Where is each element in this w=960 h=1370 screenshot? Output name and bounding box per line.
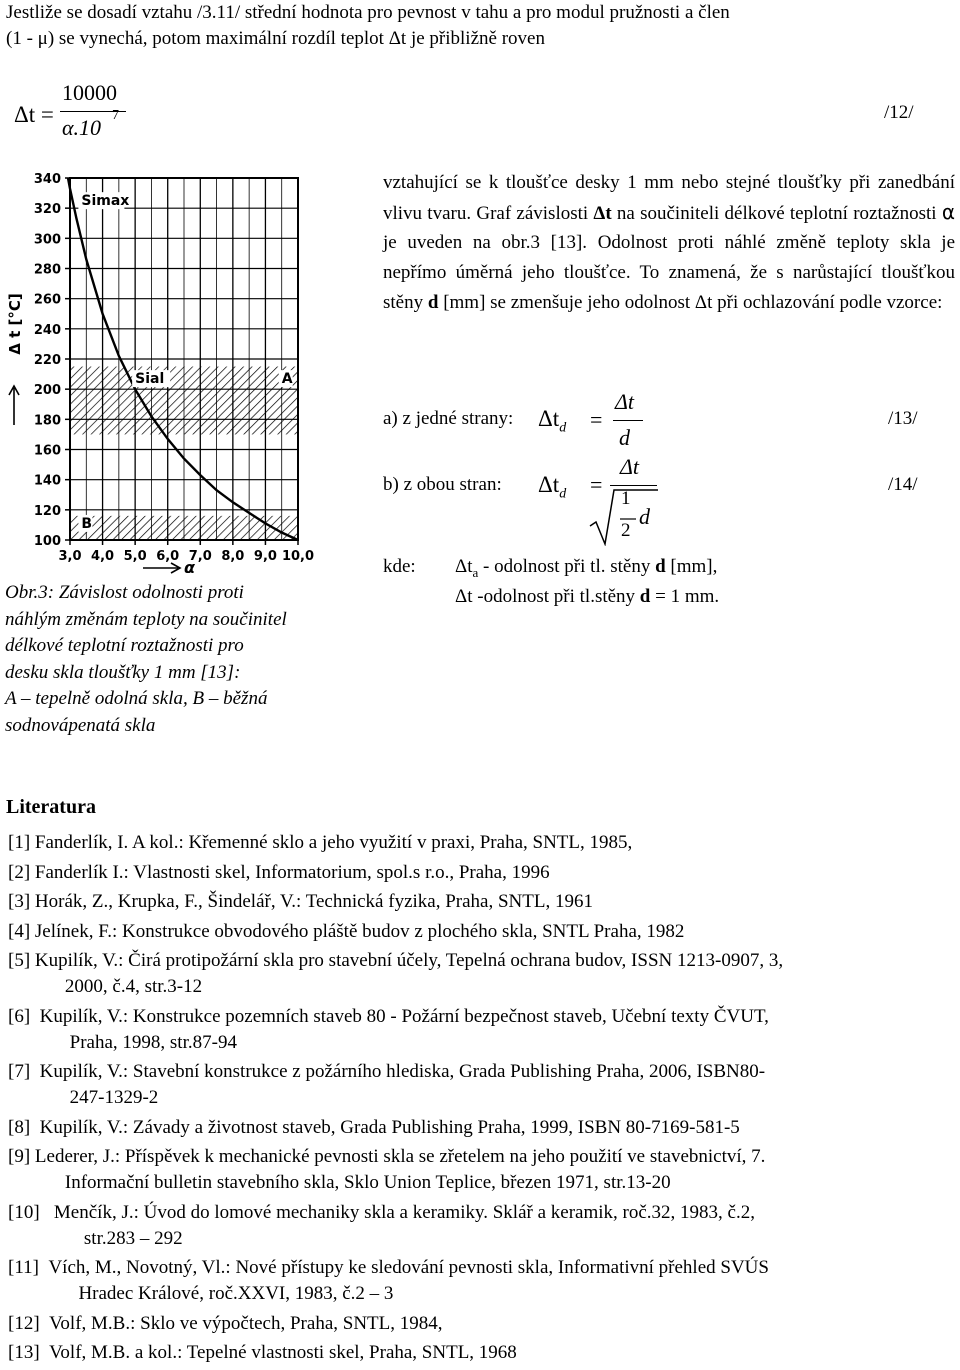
reference-item <box>8 1144 956 1196</box>
where-line-1-a: Δt <box>455 556 473 577</box>
reference-text <box>35 830 956 856</box>
y-tick-label: 340 <box>33 172 61 187</box>
reference-number: [1] <box>8 832 35 853</box>
intro-line: (1 - μ) se vynechá, potom maximální rozdíl teplot Δt je přibližně roven <box>6 28 545 49</box>
y-tick-label: 300 <box>33 232 61 248</box>
eq14-lhs-sub: d <box>559 486 567 502</box>
reference-number: [13] <box>8 1342 50 1363</box>
x-tick-label: 9,0 <box>253 549 277 564</box>
reference-item <box>8 1311 956 1337</box>
reference-line: Fanderlík I.: Vlastnosti skel, Informatorium, spol.s r.o., Praha, 1996 <box>34 861 550 883</box>
x-tick-label: 3,0 <box>58 549 82 564</box>
reference-text <box>35 1144 956 1196</box>
where-block <box>383 556 943 616</box>
annotation-label: A <box>281 371 293 388</box>
y-tick-label: 180 <box>33 413 61 429</box>
reference-item <box>8 1255 956 1307</box>
reference-line: Vích, M., Novotný, Vl.: Nové přístupy ke sledování pevnosti skla, Informativní přehled SVÚS <box>48 1257 769 1278</box>
reference-item <box>8 860 956 886</box>
annotation-label: Simax <box>81 193 130 210</box>
reference-line: Horák, Z., Krupka, F., Šindelář, V.: Technická fyzika, Praha, SNTL, 1961 <box>34 891 593 912</box>
reference-item <box>8 889 956 915</box>
eq14-root-var: d <box>639 504 650 529</box>
x-axis-label: α <box>184 558 195 577</box>
reference-line: Praha, 1998, str.87-94 <box>69 1031 237 1053</box>
reference-text <box>40 1115 956 1141</box>
equation-13 <box>383 385 943 455</box>
eq12-denominator-text: α.10 <box>62 115 102 140</box>
caption-line: sodnovápenatá skla <box>5 714 156 736</box>
x-tick-label: 8,0 <box>221 549 245 564</box>
reference-text <box>35 948 956 1000</box>
eq14-number: /14/ <box>888 474 918 495</box>
eq12-lhs: Δt = <box>14 102 54 127</box>
eq13-label: a) z jedné strany: <box>383 408 514 429</box>
caption-line: Obr.3: Závislost odolnosti proti <box>5 582 244 603</box>
body-alpha: α <box>941 199 955 224</box>
eq13-numerator: Δt <box>615 389 635 414</box>
reference-text <box>49 1311 956 1337</box>
reference-line: Kupilík, V.: Konstrukce pozemních staveb 80 - Požární bezpečnost staveb, Učební texty ČVUT, <box>39 1005 769 1027</box>
body-text-4: [mm] se zmenšuje jeho odolnost Δt při ochlazování podle vzorce: <box>438 291 943 313</box>
eq12-exponent: 7 <box>112 108 119 123</box>
reference-text <box>40 1004 956 1056</box>
reference-number: [7] <box>8 1061 40 1082</box>
reference-text <box>54 1200 956 1252</box>
y-tick-label: 240 <box>33 322 61 338</box>
eq14-root-numerator: 1 <box>621 488 631 509</box>
reference-line: str.283 – 292 <box>83 1227 183 1249</box>
reference-number: [10] <box>8 1201 54 1223</box>
where-line-1-c: [mm], <box>665 556 718 577</box>
reference-number: [4] <box>8 920 35 942</box>
where-line-2 <box>455 586 719 609</box>
where-line-1-b: - odolnost při tl. stěny <box>478 556 656 577</box>
reference-item <box>8 1200 956 1252</box>
eq12-number: /12/ <box>884 102 914 123</box>
eq14-lhs-delta: Δt <box>538 472 560 497</box>
caption-line: A – tepelně odolná skla, B – běžná <box>5 688 268 709</box>
eq13-denominator: d <box>619 425 630 450</box>
where-line-1 <box>455 556 717 580</box>
eq14-label: b) z obou stran: <box>383 474 502 495</box>
reference-line: Kupilík, V.: Čirá protipožární skla pro stavební účely, Tepelná ochrana budov, ISSN 1213-0907, 3, <box>34 950 784 971</box>
where-line-1-sub: a <box>472 564 479 580</box>
body-d: d <box>427 291 439 313</box>
reference-line: Informační bulletin stavebního skla, Sklo Union Teplice, březen 1971, str.13-20 <box>64 1172 671 1193</box>
reference-item <box>8 830 956 856</box>
eq13-lhs-delta: Δt <box>538 406 560 431</box>
y-tick-label: 220 <box>33 353 61 368</box>
body-paragraph <box>383 168 955 318</box>
equation-12 <box>0 78 960 150</box>
reference-item <box>8 948 956 1000</box>
reference-line: Fanderlík, I. A kol.: Křemenné sklo a jeho využití v praxi, Praha, SNTL, 1985, <box>34 832 633 853</box>
reference-text <box>35 860 956 886</box>
reference-item <box>8 1059 956 1111</box>
y-tick-label: 120 <box>33 503 61 519</box>
body-text-2: na součiniteli délkové teplotní roztažnosti <box>611 202 942 224</box>
body-text-3: je uveden na obr.3 [13]. Odolnost proti náhlé změně teploty skla je nepřímo úměrná jeho tloušťce. To znamená, že s narůstající tloušťkou stěny <box>383 232 955 313</box>
x-tick-label: 10,0 <box>281 549 315 564</box>
intro-paragraph <box>6 0 936 52</box>
where-line-2-a: Δt -odolnost při tl.stěny <box>455 586 640 607</box>
y-tick-label: 160 <box>33 443 61 459</box>
reference-line: Lederer, J.: Příspěvek k mechanické pevnosti skla se zřetelem na jeho použití ve stavebnictví, 7. <box>34 1146 766 1167</box>
reference-text <box>48 1255 956 1307</box>
caption-line: desku skla tloušťky 1 mm [13]: <box>5 661 241 683</box>
reference-line: Hradec Králové, roč.XXVI, 1983, č.2 – 3 <box>78 1283 394 1304</box>
x-tick-label: 6,0 <box>156 549 180 564</box>
intro-line: Jestliže se dosadí vztahu /3.11/ střední hodnota pro pevnost v tahu a pro modul pružnosti a člen <box>6 2 730 23</box>
reference-line: Volf, M.B.: Sklo ve výpočtech, Praha, SNTL, 1984, <box>49 1312 443 1334</box>
annotation-label: Sial <box>135 371 165 388</box>
reference-line: Jelínek, F.: Konstrukce obvodového pláště budov z plochého skla, SNTL Praha, 1982 <box>34 920 685 942</box>
reference-line: Kupilík, V.: Závady a životnost staveb, Grada Publishing Praha, 1999, ISBN 80-7169-581-5 <box>39 1116 740 1138</box>
reference-number: [5] <box>8 950 35 971</box>
body-text-1: vztahující se k tloušťce desky 1 mm nebo stejné tloušťky při zanedbání vlivu tvaru. Graf závislosti <box>383 172 955 224</box>
reference-item <box>8 1115 956 1141</box>
reference-number: [8] <box>8 1116 40 1138</box>
annotation-label: B <box>81 515 93 532</box>
reference-list <box>8 830 956 1370</box>
reference-number: [9] <box>8 1146 35 1167</box>
x-tick-label: 5,0 <box>123 549 147 564</box>
reference-line: 2000, č.4, str.3-12 <box>64 976 203 997</box>
x-tick-label: 4,0 <box>91 549 115 564</box>
eq12-denominator <box>62 115 101 141</box>
caption-line: náhlým změnám teploty na součinitel <box>5 608 287 630</box>
reference-line: 247-1329-2 <box>69 1087 159 1108</box>
y-tick-label: 200 <box>33 383 61 399</box>
y-tick-label: 100 <box>33 534 61 549</box>
reference-number: [3] <box>8 891 35 912</box>
reference-number: [2] <box>8 861 35 883</box>
reference-line: Kupilík, V.: Stavební konstrukce z požárního hlediska, Grada Publishing Praha, 2006, ISBN80- <box>39 1061 766 1082</box>
y-axis-label: Δ t [°C] <box>6 293 24 355</box>
reference-text <box>35 889 956 915</box>
caption-line: délkové teplotní roztažnosti pro <box>5 635 244 656</box>
y-tick-label: 140 <box>33 473 61 489</box>
eq13-equals: = <box>590 407 603 432</box>
body-delta-t: Δt <box>593 202 612 224</box>
eq14-equals: = <box>590 472 603 497</box>
equation-14 <box>383 454 943 559</box>
reference-text <box>35 919 956 945</box>
literature-heading: Literatura <box>6 796 96 818</box>
eq14-lhs <box>538 471 566 503</box>
where-line-1-bold: d <box>655 556 666 577</box>
eq13-number: /13/ <box>888 408 918 429</box>
reference-text <box>49 1340 956 1366</box>
where-line-2-c: = 1 mm. <box>650 586 720 607</box>
y-tick-label: 280 <box>33 262 61 278</box>
reference-item <box>8 1004 956 1056</box>
reference-number: [12] <box>8 1312 50 1334</box>
reference-number: [11] <box>8 1257 49 1278</box>
eq14-numerator: Δt <box>620 454 640 479</box>
eq13-lhs-sub: d <box>559 420 567 436</box>
reference-line: Volf, M.B. a kol.: Tepelné vlastnosti skel, Praha, SNTL, 1968 <box>49 1342 517 1363</box>
y-tick-label: 320 <box>33 202 61 218</box>
reference-item <box>8 1340 956 1366</box>
figure-caption <box>5 580 355 739</box>
reference-number: [6] <box>8 1005 40 1027</box>
where-line-2-bold: d <box>639 586 651 607</box>
eq12-numerator: 10000 <box>62 80 117 105</box>
reference-item <box>8 919 956 945</box>
reference-text <box>40 1059 956 1111</box>
where-label: kde: <box>383 556 416 577</box>
y-tick-label: 260 <box>33 292 61 308</box>
eq13-lhs <box>538 405 566 437</box>
eq14-root-denominator: 2 <box>621 520 631 541</box>
eq13-fraction-bar <box>613 420 643 421</box>
x-tick-label: 7,0 <box>188 549 212 564</box>
reference-line: Menčík, J.: Úvod do lomové mechaniky skla a keramiky. Sklář a keramik, roč.32, 1983, č.2, <box>53 1201 755 1223</box>
chart-dt-vs-alpha <box>0 160 380 580</box>
